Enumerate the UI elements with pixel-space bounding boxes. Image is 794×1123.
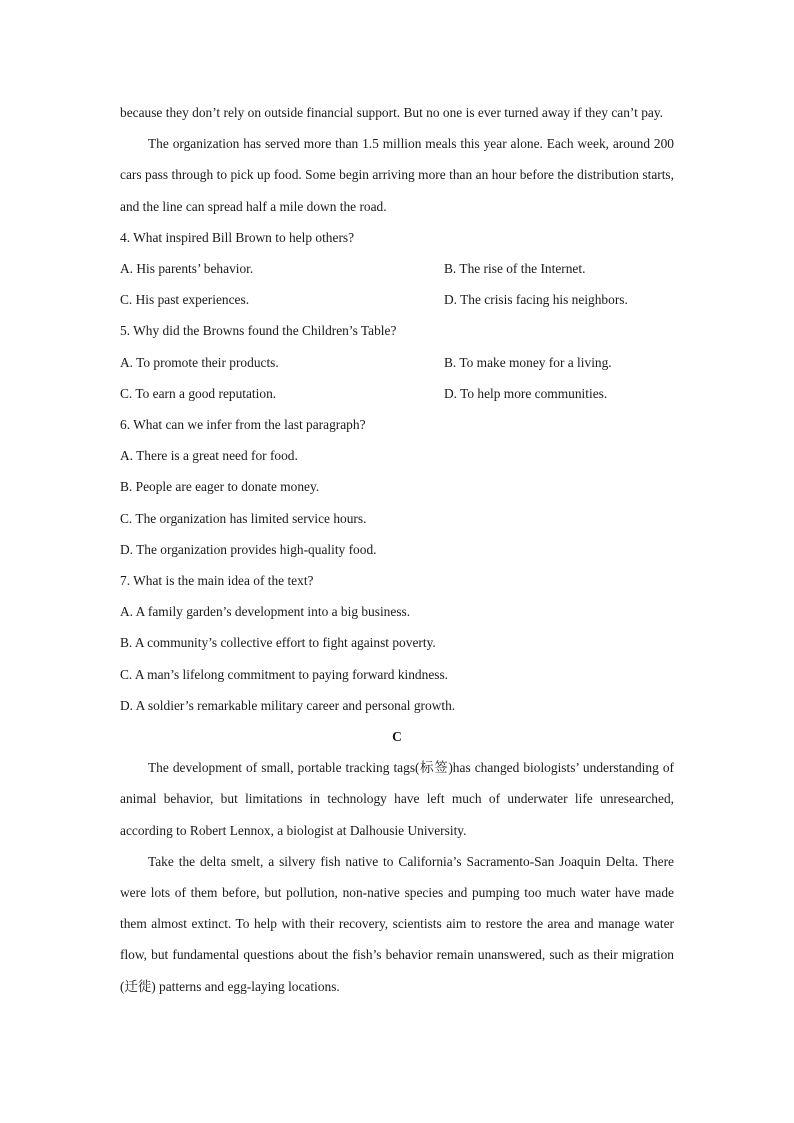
question-5-option-a[interactable]: A. To promote their products. [120, 354, 279, 370]
question-4-option-d[interactable]: D. The crisis facing his neighbors. [444, 292, 628, 308]
section-c-heading: C [392, 729, 402, 745]
question-7-option-b[interactable]: B. A community’s collective effort to fight against poverty. [120, 635, 436, 651]
question-7-stem: 7. What is the main idea of the text? [120, 573, 314, 589]
question-7-option-d[interactable]: D. A soldier’s remarkable military career and personal growth. [120, 697, 456, 713]
question-6-stem: 6. What can we infer from the last paragraph? [120, 417, 366, 433]
question-5-option-c[interactable]: C. To earn a good reputation. [120, 385, 277, 401]
question-4-stem: 4. What inspired Bill Brown to help others? [120, 229, 355, 245]
passage-b-paragraph-1: because they don’t rely on outside financial support. But no one is ever turned away if they can’t pay. [120, 105, 664, 120]
question-4-option-a[interactable]: A. His parents’ behavior. [120, 261, 254, 277]
question-4-option-c[interactable]: C. His past experiences. [120, 292, 250, 308]
question-5-option-b[interactable]: B. To make money for a living. [444, 354, 612, 370]
question-4-option-b[interactable]: B. The rise of the Internet. [444, 261, 586, 277]
passage-c-paragraph-2: Take the delta smelt, a silvery fish native to California’s Sacramento-San Joaquin Delta. There were lots of them before, but pollution, non-native species and pumping too much water have made them almost extinct. To help with their recovery, scientists aim to restore the area and manage water flow, but fundamental questions about the fish’s behavior remain unanswered, such as their migration (迁徙) patterns and egg-laying locations. [120, 853, 674, 994]
question-6-option-b[interactable]: B. People are eager to donate money. [120, 479, 320, 495]
question-7-option-a[interactable]: A. A family garden’s development into a big business. [120, 604, 411, 620]
question-5-options-row-2 [120, 378, 674, 409]
question-7-option-c[interactable]: C. A man’s lifelong commitment to paying forward kindness. [120, 666, 449, 682]
question-6-option-c[interactable]: C. The organization has limited service hours. [120, 510, 367, 526]
passage-b-paragraph-2: The organization has served more than 1.5 million meals this year alone. Each week, around 200 cars pass through to pick up food. Some begin arriving more than an hour before the distribution starts, and the line can spread half a mile down the road. [120, 136, 674, 214]
question-6-option-d[interactable]: D. The organization provides high-quality food. [120, 541, 377, 557]
question-6-option-a[interactable]: A. There is a great need for food. [120, 448, 298, 464]
document-page [120, 97, 674, 1002]
question-5-option-d[interactable]: D. To help more communities. [444, 385, 608, 401]
question-4-options-row-1 [120, 253, 674, 284]
question-5-options-row-1 [120, 347, 674, 378]
question-5-stem: 5. Why did the Browns found the Children’s Table? [120, 323, 397, 339]
question-4-options-row-2 [120, 284, 674, 315]
passage-c-paragraph-1: The development of small, portable tracking tags(标签)has changed biologists’ understanding of animal behavior, but limitations in technology have left much of underwater life unresearched, according to Robert Lennox, a biologist at Dalhousie University. [120, 760, 674, 838]
